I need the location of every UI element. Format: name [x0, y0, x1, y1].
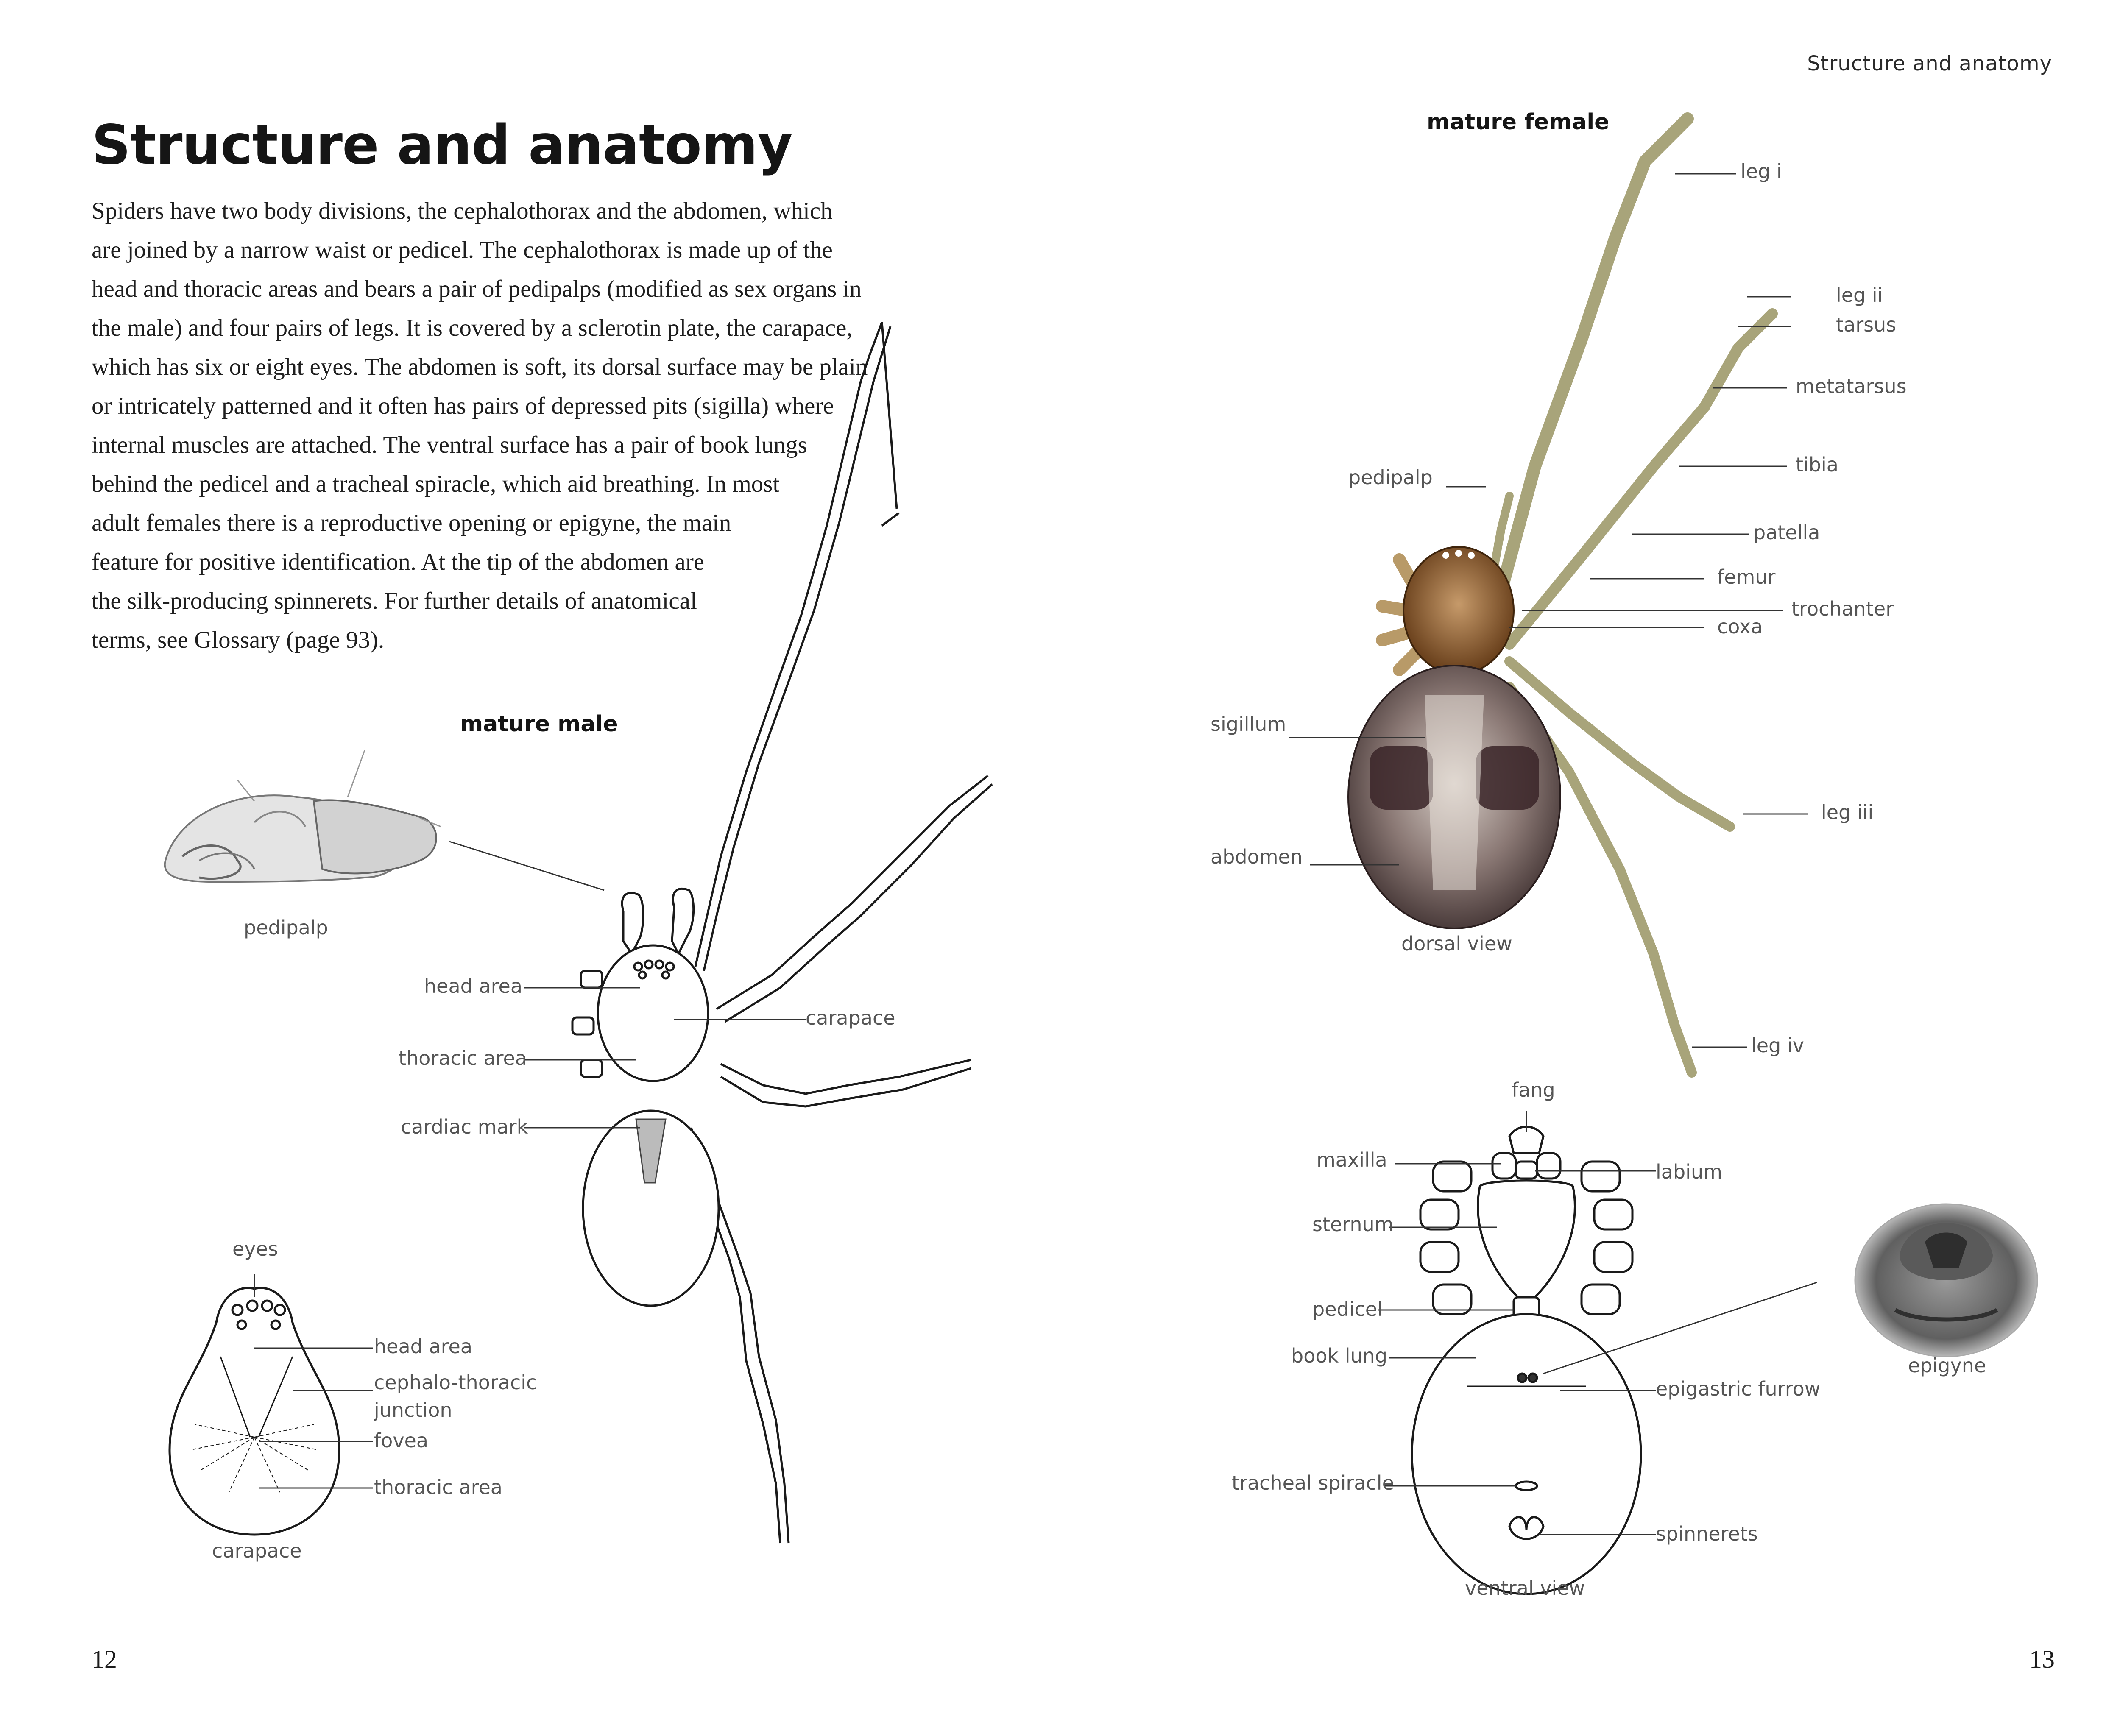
- carapace-detail-drawing: [170, 1288, 339, 1535]
- body-line: the silk-producing spinnerets. For further details of anatomical: [92, 588, 697, 614]
- caption-ventral-view: ventral view: [1465, 1577, 1585, 1599]
- label-sigillum: sigillum: [1211, 713, 1286, 736]
- label-epigastric-furrow: epigastric furrow: [1656, 1377, 1821, 1400]
- body-line: head and thoracic areas and bears a pair of pedipalps (modified as sex organs in: [92, 276, 862, 302]
- caption-epigyne: epigyne: [1908, 1354, 1986, 1377]
- label-cardiac-mark: cardiac mark: [401, 1115, 528, 1138]
- body-line: behind the pedicel and a tracheal spiracle, which aid breathing. In most: [92, 471, 780, 497]
- body-line: internal muscles are attached. The ventral surface has a pair of book lungs: [92, 432, 807, 458]
- label-cephalo-thoracic: cephalo-thoracic: [374, 1371, 537, 1394]
- male-spider-drawing: [572, 322, 992, 1543]
- label-pedicel: pedicel: [1312, 1298, 1383, 1321]
- body-line: are joined by a narrow waist or pedicel. The cephalothorax is made up of the: [92, 237, 833, 263]
- page-number-right: 13: [2029, 1645, 2055, 1673]
- label-labium: labium: [1656, 1160, 1722, 1183]
- body-line: feature for positive identification. At the tip of the abdomen are: [92, 549, 705, 575]
- label-leg-iv: leg iv: [1751, 1034, 1804, 1057]
- caption-carapace: carapace: [212, 1539, 302, 1562]
- label-femur: femur: [1717, 566, 1776, 588]
- label-patella: patella: [1753, 521, 1820, 544]
- label-cd-head-area: head area: [374, 1335, 473, 1358]
- label-sternum: sternum: [1312, 1213, 1394, 1236]
- body-line: which has six or eight eyes. The abdomen is soft, its dorsal surface may be plain: [92, 354, 868, 380]
- body-line: Spiders have two body divisions, the cephalothorax and the abdomen, which: [92, 198, 833, 224]
- male-pedipalp-drawing: [165, 750, 441, 882]
- label-male-pedipalp: pedipalp: [244, 916, 328, 939]
- label-trochanter: trochanter: [1791, 597, 1894, 620]
- label-coxa: coxa: [1717, 615, 1763, 638]
- label-spinnerets: spinnerets: [1656, 1522, 1758, 1545]
- label-book-lung: book lung: [1291, 1344, 1388, 1367]
- male-heading: mature male: [460, 711, 618, 737]
- ventral-view-drawing: [1412, 1127, 1641, 1594]
- body-line: terms, see Glossary (page 93).: [92, 627, 385, 653]
- female-leaders: [1289, 174, 1808, 1047]
- label-thoracic-area: thoracic area: [399, 1047, 527, 1070]
- female-spider-drawing: [1348, 119, 1772, 1073]
- caption-dorsal-view: dorsal view: [1401, 932, 1512, 955]
- label-metatarsus: metatarsus: [1796, 375, 1907, 398]
- label-tracheal-spiracle: tracheal spiracle: [1232, 1471, 1394, 1494]
- label-maxilla: maxilla: [1317, 1148, 1387, 1171]
- running-head: Structure and anatomy: [1807, 52, 2052, 75]
- label-head-area: head area: [424, 975, 523, 998]
- label-carapace: carapace: [806, 1006, 895, 1029]
- page-title: Structure and anatomy: [92, 114, 792, 177]
- label-female-pedipalp: pedipalp: [1348, 466, 1433, 489]
- label-leg-iii: leg iii: [1821, 801, 1874, 824]
- body-line: or intricately patterned and it often has pairs of depressed pits (sigilla) where: [92, 393, 834, 419]
- label-abdomen: abdomen: [1211, 845, 1303, 868]
- label-tibia: tibia: [1796, 453, 1838, 476]
- page-number-left: 12: [92, 1645, 117, 1673]
- label-eyes: eyes: [232, 1237, 278, 1260]
- label-fovea: fovea: [374, 1429, 429, 1452]
- leader-line: [449, 842, 604, 890]
- label-tarsus: tarsus: [1836, 313, 1897, 336]
- label-junction: junction: [374, 1399, 452, 1421]
- label-leg-i: leg i: [1741, 160, 1782, 183]
- label-leg-ii: leg ii: [1836, 284, 1883, 307]
- label-fang: fang: [1512, 1078, 1555, 1101]
- epigyne-drawing: [1855, 1204, 2037, 1357]
- female-heading: mature female: [1427, 109, 1610, 135]
- body-line: adult females there is a reproductive opening or epigyne, the main: [92, 510, 731, 536]
- label-cd-thoracic-area: thoracic area: [374, 1476, 502, 1499]
- body-line: the male) and four pairs of legs. It is covered by a sclerotin plate, the carapace,: [92, 315, 853, 341]
